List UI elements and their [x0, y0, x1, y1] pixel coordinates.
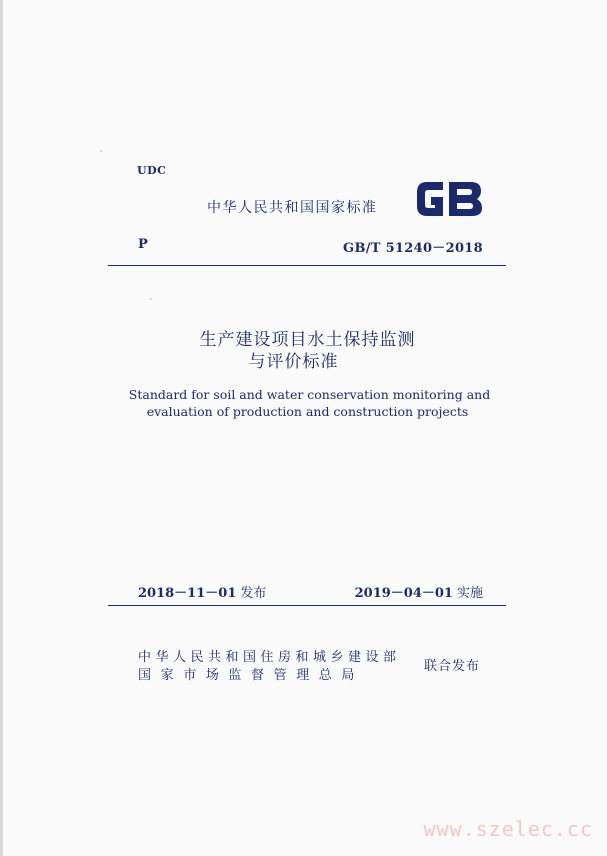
standard-class: 中华人民共和国国家标准	[207, 200, 378, 216]
page-edge	[0, 0, 3, 856]
paper-speck	[100, 150, 102, 152]
implement-date	[355, 582, 483, 601]
issuer-line2: 国家市场监督管理总局	[138, 668, 365, 683]
udc-label: UDC	[137, 164, 167, 177]
paper-speck	[150, 298, 152, 300]
title-cn-line1: 生产建设项目水土保持监测	[199, 330, 416, 350]
implement-date-value: 2019－04－01	[354, 586, 453, 601]
issuer-line1: 中华人民共和国住房和城乡建设部	[138, 650, 401, 665]
issue-date-value: 2018－11－01	[138, 586, 237, 601]
watermark: www.szelec.cc	[423, 817, 593, 841]
title-cn-line2: 与评价标准	[248, 352, 339, 372]
title-en-line1: Standard for soil and water conservation monitoring and	[128, 387, 491, 402]
issue-date-label: 发布	[240, 586, 267, 601]
header-rule	[108, 265, 506, 266]
category-label: P	[138, 237, 148, 252]
standard-number: GB/T 51240－2018	[343, 241, 483, 256]
title-en-line2: evaluation of production and construction projects	[146, 404, 469, 419]
gb-logo	[413, 178, 485, 220]
joint-issue-label: 联合发布	[424, 659, 481, 674]
implement-date-label: 实施	[456, 586, 483, 601]
footer-rule	[108, 605, 506, 606]
issue-date	[138, 582, 266, 601]
